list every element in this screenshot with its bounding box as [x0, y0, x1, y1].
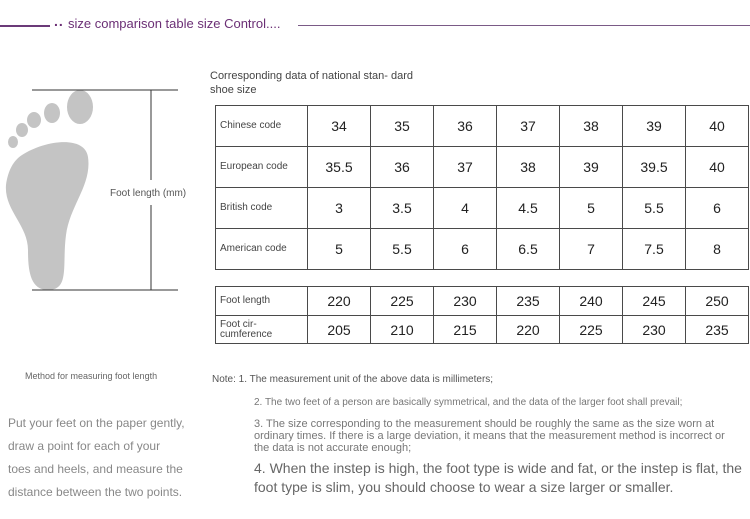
table-cell: 210 [371, 316, 434, 344]
foot-silhouette-icon [6, 90, 93, 290]
table-cell: 215 [434, 316, 497, 344]
table-row [216, 106, 749, 147]
table-cell: 225 [560, 316, 623, 344]
table-cell: 5 [560, 188, 623, 229]
row-label: European code [216, 147, 308, 188]
table-row [216, 147, 749, 188]
instruction-line: distance between the two points. [8, 485, 183, 499]
table-cell: 4 [434, 188, 497, 229]
table-cell: 6.5 [497, 229, 560, 270]
table-cell: 230 [623, 316, 686, 344]
row-label: Chinese code [216, 106, 308, 147]
table-cell: 7.5 [623, 229, 686, 270]
table-cell: 34 [308, 106, 371, 147]
table-row [216, 316, 749, 344]
instruction-line: Put your feet on the paper gently, [8, 416, 185, 430]
header-title: size comparison table size Control.... [68, 16, 281, 31]
row-label: Foot length [216, 287, 308, 316]
table-cell: 230 [434, 287, 497, 316]
measuring-instructions [8, 412, 208, 504]
table-row [216, 188, 749, 229]
table-cell: 4.5 [497, 188, 560, 229]
header-dots: .. [54, 13, 64, 29]
table-cell: 220 [497, 316, 560, 344]
table-cell: 220 [308, 287, 371, 316]
table-cell: 3.5 [371, 188, 434, 229]
table-cell: 235 [686, 316, 749, 344]
table-cell: 39 [560, 147, 623, 188]
note-3: 3. The size corresponding to the measurement should be roughly the same as the size worn at ordinary times. If there is a large deviation, it means that the measurement method is incorrect or the data is not accurate enough; [254, 418, 725, 454]
table-cell: 38 [560, 106, 623, 147]
row-label: British code [216, 188, 308, 229]
table-cell: 6 [686, 188, 749, 229]
table-cell: 6 [434, 229, 497, 270]
table-cell: 5.5 [371, 229, 434, 270]
note-1: Note: 1. The measurement unit of the above data is millimeters; [212, 374, 494, 385]
table-row [216, 229, 749, 270]
table-cell: 240 [560, 287, 623, 316]
foot-size-table [215, 286, 749, 344]
table-cell: 36 [434, 106, 497, 147]
table-cell: 8 [686, 229, 749, 270]
table-cell: 245 [623, 287, 686, 316]
table-cell: 7 [560, 229, 623, 270]
note-2: 2. The two feet of a person are basically symmetrical, and the data of the larger foot shall prevail; [254, 397, 683, 408]
note-4: 4. When the instep is high, the foot type is wide and fat, or the instep is flat, the foot type is slim, you should choose to wear a size larger or smaller. [254, 460, 742, 495]
row-label: Foot cir- cumference [216, 316, 308, 344]
table-cell: 38 [497, 147, 560, 188]
table-cell: 37 [434, 147, 497, 188]
foot-length-label: Foot length (mm) [110, 188, 187, 199]
table-cell: 39.5 [623, 147, 686, 188]
table-caption: Corresponding data of national stan- dard shoe size [210, 70, 414, 96]
table-cell: 5.5 [623, 188, 686, 229]
table-row [216, 287, 749, 316]
table-cell: 5 [308, 229, 371, 270]
table-cell: 39 [623, 106, 686, 147]
table-cell: 250 [686, 287, 749, 316]
table-cell: 225 [371, 287, 434, 316]
table-cell: 40 [686, 147, 749, 188]
header-rule-left [0, 25, 50, 27]
table-cell: 36 [371, 147, 434, 188]
table-cell: 3 [308, 188, 371, 229]
size-conversion-table [215, 105, 749, 270]
table-cell: 35 [371, 106, 434, 147]
row-label: American code [216, 229, 308, 270]
instruction-line: draw a point for each of your [8, 439, 161, 453]
table-cell: 205 [308, 316, 371, 344]
table-cell: 235 [497, 287, 560, 316]
header-rule-right [298, 25, 750, 26]
table-cell: 35.5 [308, 147, 371, 188]
instruction-line: toes and heels, and measure the [8, 462, 183, 476]
method-label: Method for measuring foot length [25, 371, 158, 381]
table-cell: 40 [686, 106, 749, 147]
table-cell: 37 [497, 106, 560, 147]
